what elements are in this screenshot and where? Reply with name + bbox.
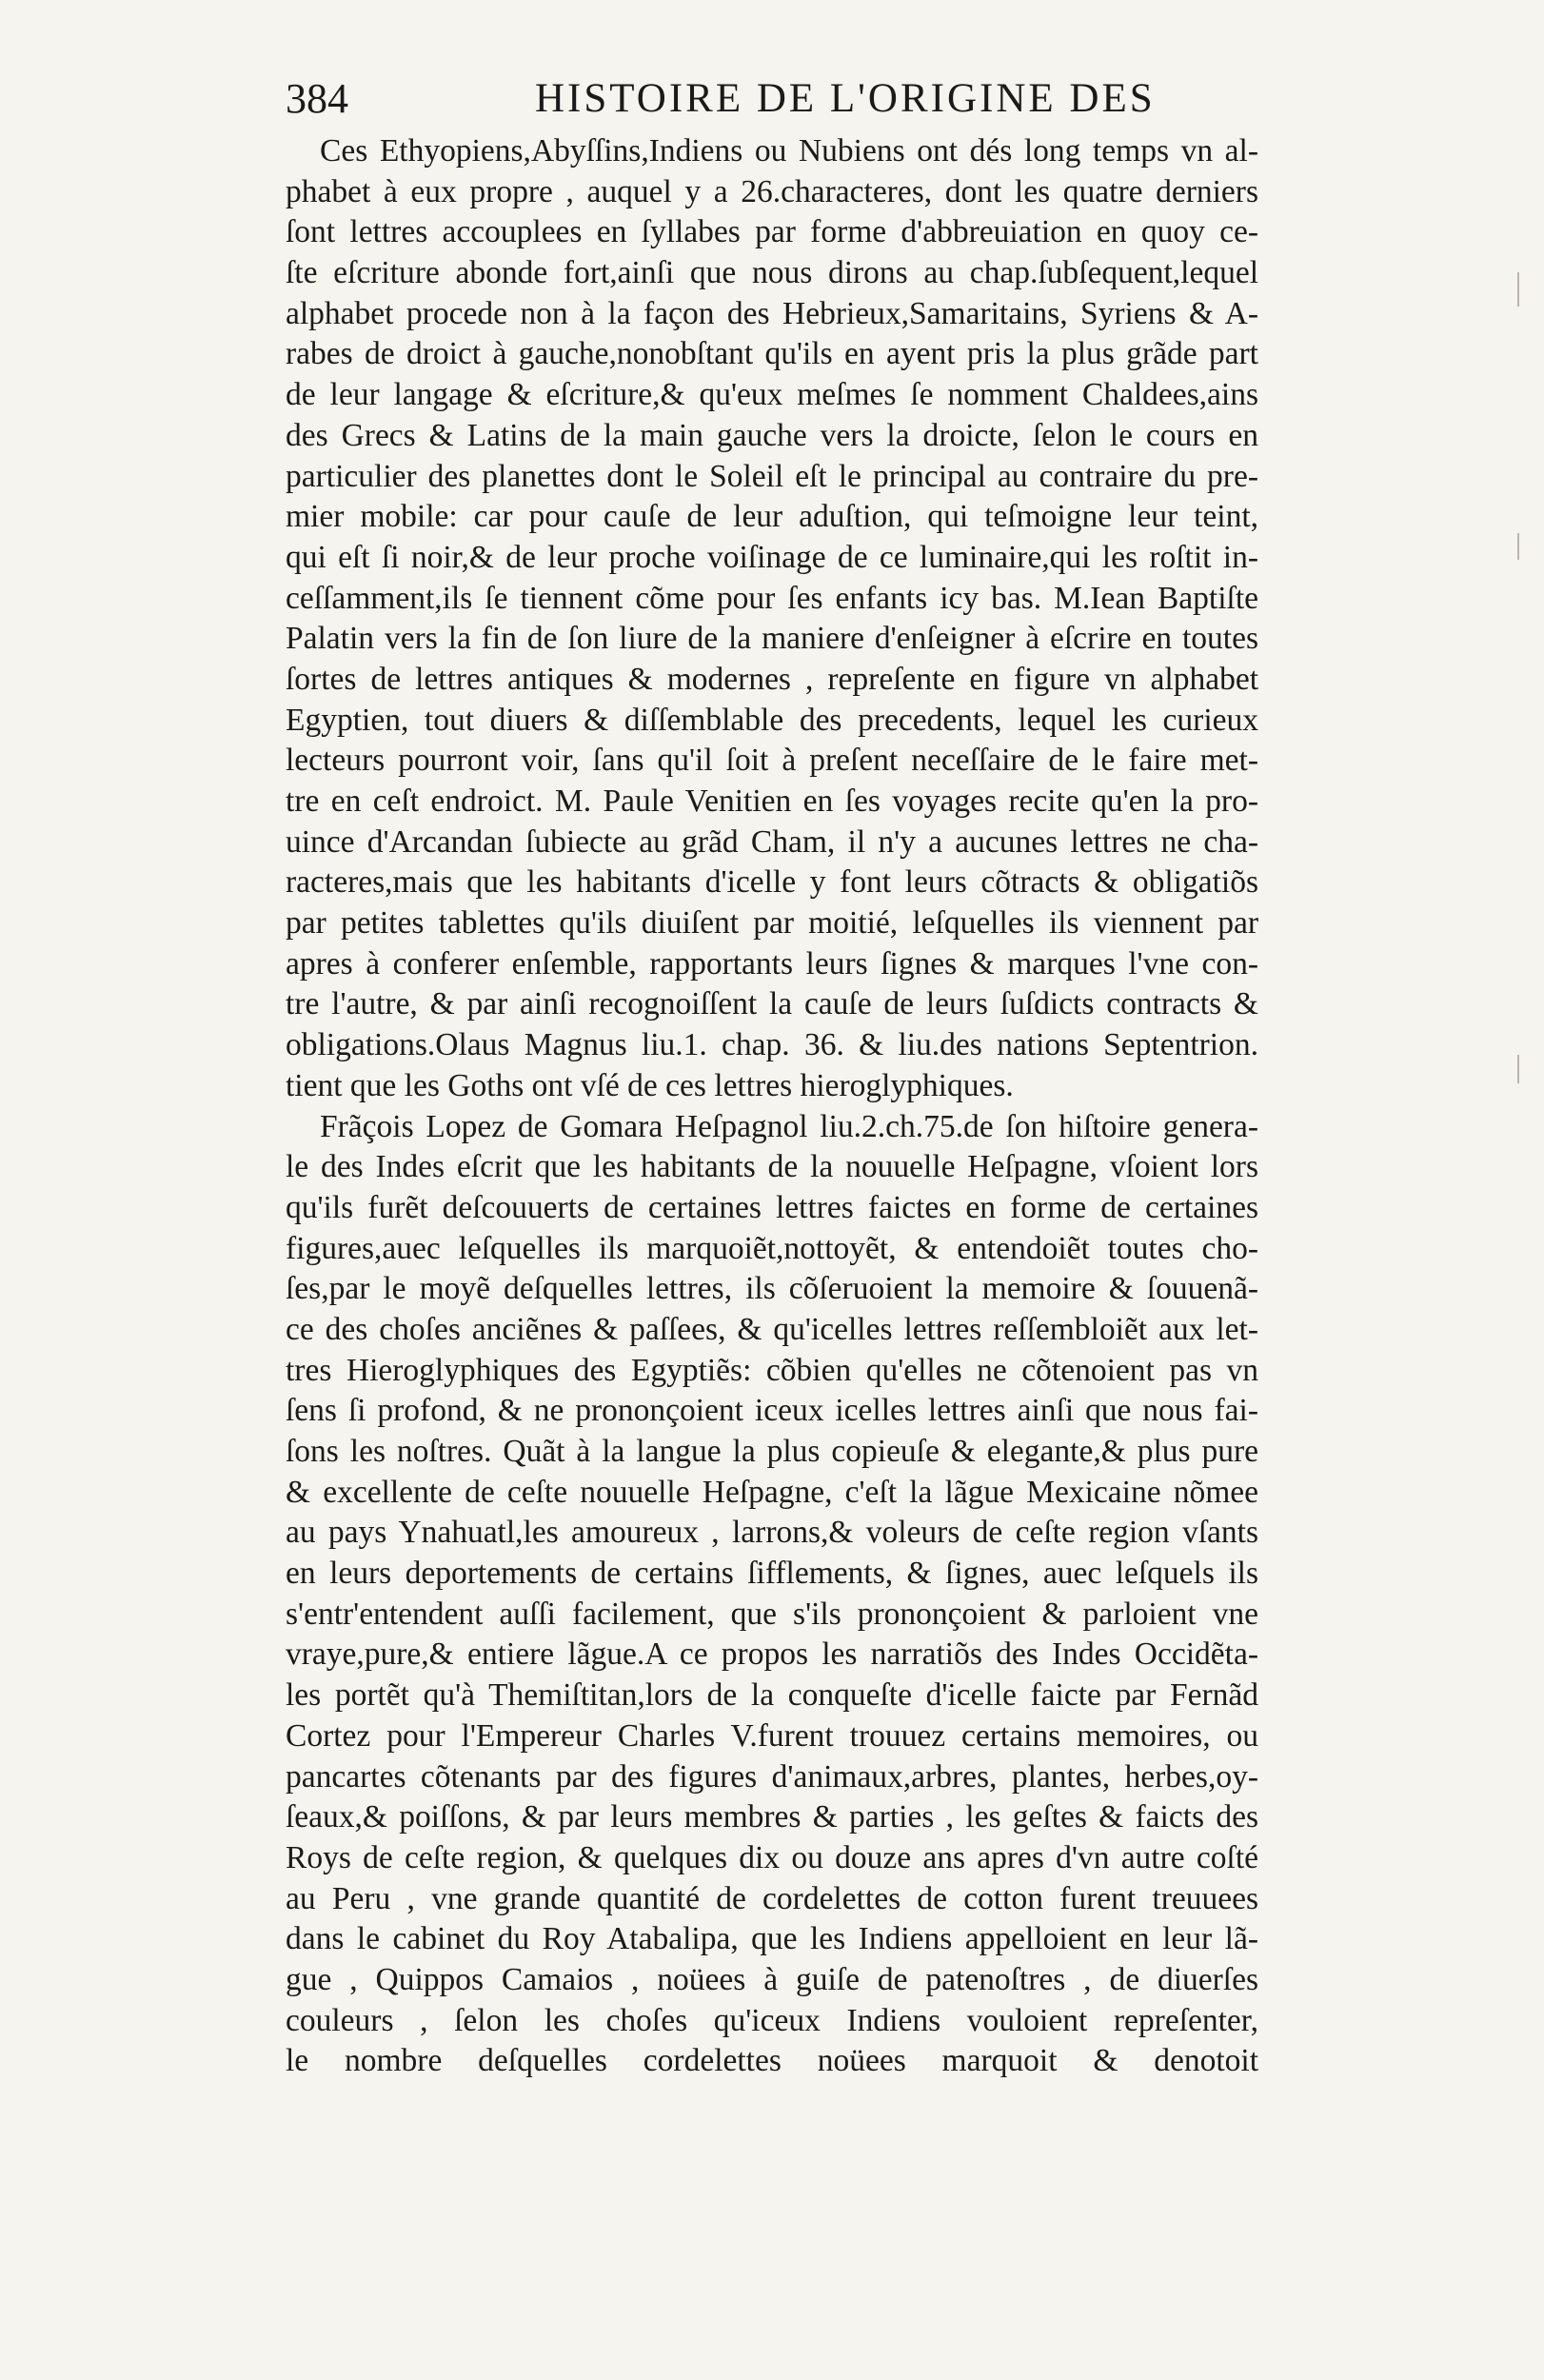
text-line: des Grecs & Latins de la main gauche vers la droicte, ſelon le cours en xyxy=(286,417,1258,453)
text-line: le nombre deſquelles cordelettes noüees marquoit & denotoit xyxy=(286,2043,1258,2079)
margin-mark xyxy=(1517,272,1519,307)
text-line: obligations.Olaus Magnus liu.1. chap. 36. & liu.des nations Septentrion. xyxy=(286,1027,1258,1063)
body-text xyxy=(286,131,1258,2082)
text-line: uince d'Arcandan ſubiecte au grãd Cham, il n'y a aucunes lettres ne cha- xyxy=(286,823,1258,860)
text-line: dans le cabinet du Roy Atabalipa, que les Indiens appelloient en leur lã- xyxy=(286,1921,1258,1957)
running-head xyxy=(286,70,1333,128)
text-line: ſes,par le moyẽ deſquelles lettres, ils cõſeruoient la memoire & ſouuenã- xyxy=(286,1271,1258,1307)
text-line: vraye,pure,& entiere lãgue.A ce propos les narratiõs des Indes Occidẽta- xyxy=(286,1636,1258,1673)
text-line: couleurs , ſelon les choſes qu'iceux Indiens vouloient repreſenter, xyxy=(286,2002,1258,2038)
text-line: ſte eſcriture abonde fort,ainſi que nous dirons au chap.ſubſequent,lequel xyxy=(286,255,1258,291)
paragraph-gomara-indes xyxy=(286,1107,1258,2083)
text-line: ſens ſi profond, & ne prononçoient iceux icelles lettres ainſi que nous fai- xyxy=(286,1393,1258,1429)
text-line: phabet à eux propre , auquel y a 26.characteres, dont les quatre derniers xyxy=(286,173,1258,209)
margin-mark xyxy=(1517,1055,1519,1083)
text-line: ceſſamment,ils ſe tiennent cõme pour ſes enfants icy bas. M.Iean Baptiſte xyxy=(286,580,1258,616)
text-line: qui eſt ſi noir,& de leur proche voiſinage de ce luminaire,qui les roſtit in- xyxy=(286,539,1258,575)
text-line: ſeaux,& poiſſons, & par leurs membres & parties , les geſtes & faicts des xyxy=(286,1799,1258,1835)
page-number: 384 xyxy=(286,75,348,122)
text-line: tres Hieroglyphiques des Egyptiẽs: cõbien qu'elles ne cõtenoient pas vn xyxy=(286,1352,1258,1388)
text-line: lecteurs pourront voir, ſans qu'il ſoit à preſent neceſſaire de le faire met- xyxy=(286,743,1258,779)
text-line: ce des choſes anciẽnes & paſſees, & qu'icelles lettres reſſembloiẽt aux let- xyxy=(286,1311,1258,1347)
text-line: les portẽt qu'à Themiſtitan,lors de la conqueſte d'icelle faicte par Fernãd xyxy=(286,1677,1258,1714)
text-line: mier mobile: car pour cauſe de leur aduſtion, qui teſmoigne leur teint, xyxy=(286,499,1258,535)
text-line: au pays Ynahuatl,les amoureux , larrons,& voleurs de ceſte region vſants xyxy=(286,1515,1258,1551)
text-line: de leur langage & eſcriture,& qu'eux meſmes ſe nomment Chaldees,ains xyxy=(286,377,1258,413)
text-line: apres à conferer enſemble, rapportants leurs ſignes & marques l'vne con- xyxy=(286,945,1258,982)
text-line: tient que les Goths ont vſé de ces lettres hieroglyphiques. xyxy=(286,1067,1014,1103)
text-line: figures,auec leſquelles ils marquoiẽt,nottoyẽt, & entendoiẽt toutes cho- xyxy=(286,1230,1258,1266)
text-line: tre l'autre, & par ainſi recognoiſſent la cauſe de leurs ſuſdicts contracts & xyxy=(286,986,1258,1022)
running-title: HISTOIRE DE L'ORIGINE DES xyxy=(535,76,1156,121)
text-line: par petites tablettes qu'ils diuiſent par moitié, leſquelles ils viennent par xyxy=(286,905,1258,942)
text-line: Ces Ethyopiens,Abyſſins,Indiens ou Nubiens ont dés long temps vn al- xyxy=(320,133,1258,169)
text-line: ſons les noſtres. Quãt à la langue la plus copieuſe & elegante,& plus pure xyxy=(286,1434,1258,1469)
text-line: qu'ils furẽt deſcouuerts de certaines lettres faictes en forme de certaines xyxy=(286,1189,1258,1225)
text-line: gue , Quippos Camaios , noüees à guiſe de patenoſtres , de diuerſes xyxy=(286,1961,1258,1997)
text-line: Egyptien, tout diuers & diſſemblable des precedents, lequel les curieux xyxy=(286,702,1258,738)
text-line: au Peru , vne grande quantité de cordelettes de cotton furent treuuees xyxy=(286,1880,1258,1916)
text-line: ſont lettres accouplees en ſyllabes par forme d'abbreuiation en quoy ce- xyxy=(286,214,1258,250)
text-line: le des Indes eſcrit que les habitants de la nouuelle Heſpagne, vſoient lors xyxy=(286,1149,1258,1185)
text-line: ſortes de lettres antiques & modernes , repreſente en figure vn alphabet xyxy=(286,661,1258,697)
text-line: & excellente de ceſte nouuelle Heſpagne, c'eſt la lãgue Mexicaine nõmee xyxy=(286,1474,1258,1510)
text-line: alphabet procede non à la façon des Hebrieux,Samaritains, Syriens & A- xyxy=(286,295,1258,331)
text-line: pancartes cõtenants par des figures d'animaux,arbres, plantes, herbes,oy- xyxy=(286,1758,1258,1795)
text-line: racteres,mais que les habitants d'icelle y font leurs cõtracts & obligatiõs xyxy=(286,864,1258,901)
text-line: s'entr'entendent auſſi facilement, que s'ils prononçoient & parloient vne xyxy=(286,1596,1258,1632)
text-line: rabes de droict à gauche,nonobſtant qu'ils en ayent pris la plus grãde part xyxy=(286,336,1258,372)
paragraph-ethiopian-alphabet xyxy=(286,131,1258,1107)
text-line: Frãçois Lopez de Gomara Heſpagnol liu.2.ch.75.de ſon hiſtoire genera- xyxy=(320,1108,1258,1144)
text-line: tre en ceſt endroict. M. Paule Venitien en ſes voyages recite qu'en la pro- xyxy=(286,783,1258,819)
text-line: Palatin vers la fin de ſon liure de la maniere d'enſeigner à eſcrire en toutes xyxy=(286,621,1258,657)
text-line: particulier des planettes dont le Soleil eſt le principal au contraire du pre- xyxy=(286,458,1258,494)
text-line: Roys de ceſte region, & quelques dix ou douze ans apres d'vn autre coſté xyxy=(286,1839,1258,1875)
margin-mark xyxy=(1517,533,1519,560)
text-line: Cortez pour l'Empereur Charles V.furent trouuez certains memoires, ou xyxy=(286,1717,1258,1754)
text-line: en leurs deportements de certains ſifflements, & ſignes, auec leſquels ils xyxy=(286,1556,1258,1592)
